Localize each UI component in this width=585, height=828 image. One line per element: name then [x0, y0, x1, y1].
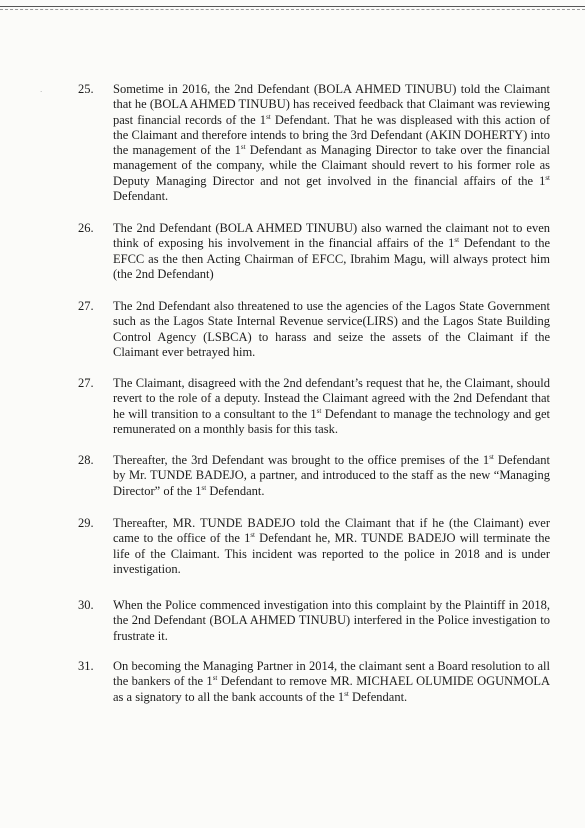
- paragraph-text: Thereafter, the 3rd Defendant was brought to the office premises of the 1st Defendant by Mr. TUNDE BADEJO, a partner, and introduced to the staff as the new “Managing Director” of the 1st Defendant.: [113, 452, 550, 498]
- paragraph-text: The 2nd Defendant (BOLA AHMED TINUBU) also warned the claimant not to even think of exposing his involvement in the financial affairs of the 1st Defendant to the EFCC as the then Acting Chairman of EFCC, Ibrahim Magu, will always protect him (the 2nd Defendant): [113, 221, 550, 281]
- paragraph-text: The 2nd Defendant also threatened to use the agencies of the Lagos State Government such as the Lagos State Internal Revenue service(LIRS) and the Lagos State Building Control Agency (LSBCA) to harass and seize the assets of the Claimant if the Claimant ever betrayed him.: [113, 299, 550, 359]
- paragraph-number: 27.: [78, 299, 94, 313]
- paragraph-text: On becoming the Managing Partner in 2014, the claimant sent a Board resolution to all the bankers of the 1st Defendant to remove MR. MICHAEL OLUMIDE OGUNMOLA as a signatory to all the bank accounts of the 1st Defendant.: [113, 659, 551, 704]
- paragraph-number: 28.: [78, 453, 94, 467]
- paragraph-number: 27.: [78, 376, 94, 390]
- top-scan-rule: [0, 6, 585, 7]
- paragraph-number: 25.: [78, 82, 94, 96]
- paragraph-text: Thereafter, MR. TUNDE BADEJO told the Claimant that if he (the Claimant) ever came to the office of the 1st Defendant he, MR. TUNDE BADEJO will terminate the life of the Claimant. This incident was reported to the police in 2018 and is under investigation.: [113, 516, 550, 576]
- paragraph-text: When the Police commenced investigation into this complaint by the Plaintiff in 2018, the 2nd Defendant (BOLA AHMED TINUBU) interfered in the Police investigation to frustrate it.: [113, 598, 550, 643]
- paragraph-number: 26.: [78, 221, 94, 235]
- paragraph-number: 30.: [78, 598, 94, 612]
- paragraph-text: The Claimant, disagreed with the 2nd defendant’s request that he, the Claimant, should revert to the role of a deputy. Instead the Claimant agreed with the 2nd Defendant that he will transition to a consultant to the 1st Defendant to manage the technology and get remunerated on a monthly basis for this task.: [113, 376, 550, 436]
- margin-mark: ˑ: [40, 88, 43, 97]
- paragraph-number: 31.: [78, 659, 94, 673]
- paragraph-number: 29.: [78, 516, 94, 530]
- paragraph-text: Sometime in 2016, the 2nd Defendant (BOLA AHMED TINUBU) told the Claimant that he (BOLA AHMED TINUBU) has received feedback that Claimant was reviewing past financial records of the 1st Defendant. That he was displeased with this action of the Claimant and therefore intends to bring the 3rd Defendant (AKIN DOHERTY) into the management of the 1st Defendant as Managing Director to take over the financial management of the company, while the Claimant should revert to his former role as Deputy Managing Director and not get involved in the financial affairs of the 1st Defendant.: [113, 82, 550, 204]
